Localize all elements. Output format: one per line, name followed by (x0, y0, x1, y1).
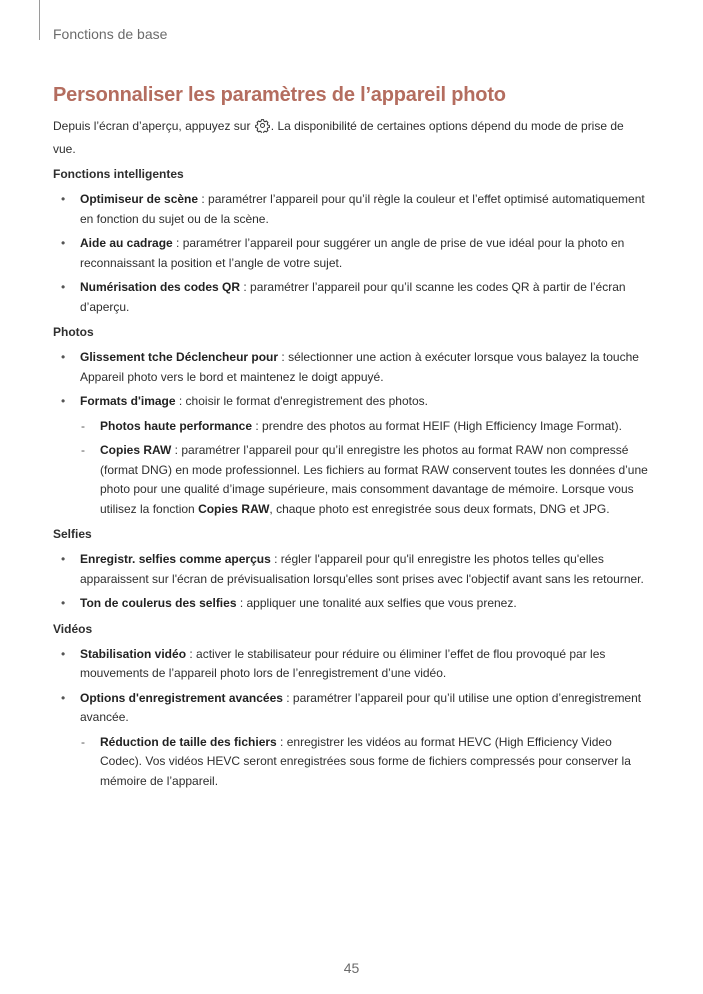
section-title-selfies: Selfies (53, 527, 92, 541)
item-desc: : choisir le format d'enregistrement des photos. (175, 394, 428, 408)
item-term: Stabilisation vidéo (80, 646, 187, 661)
dash-icon: - (81, 734, 85, 749)
list-item (53, 594, 649, 614)
bullet-icon: • (61, 394, 66, 408)
intro-paragraph (53, 116, 649, 159)
item-term: Numérisation des codes QR (80, 280, 241, 294)
item-desc: : régler l'appareil pour qu'il enregistre les photos telles qu'elles apparaissent sur l'écran de prévisualisation lorsqu'elles sont prises avec l'objectif avant sans les retourner. (80, 552, 644, 586)
section-title-smart: Fonctions intelligentes (53, 167, 184, 181)
dash-icon: - (81, 443, 85, 457)
page-title: Personnaliser les paramètres de l’appareil photo (53, 84, 506, 106)
list-item (53, 348, 649, 387)
item-desc: : appliquer une tonalité aux selfies que vous prenez. (236, 596, 517, 610)
bullet-icon: • (61, 596, 66, 610)
item-desc: : paramétrer l’appareil pour suggérer un angle de prise de vue idéal pour la photo en reconnaissant la position et l’angle de votre sujet. (80, 236, 625, 270)
item-desc: : paramétrer l’appareil pour qu’il scanne les codes QR à partir de l’écran d’aperçu. (80, 280, 626, 314)
list-item (53, 234, 649, 273)
bullet-icon: • (61, 552, 66, 566)
page-number: 45 (343, 960, 360, 976)
list-item (53, 689, 649, 728)
intro-text-after: . La disponibilité de certaines options dépend du mode de prise de vue. (53, 119, 624, 156)
selfies-list (53, 550, 649, 614)
bullet-icon: • (61, 646, 66, 661)
item-desc: : activer le stabilisateur pour réduire ou éliminer l’effet de flou provoqué par les mouvements de l’appareil photo lors de l’enregistrement d’une vidéo. (80, 646, 606, 680)
smart-list (53, 190, 649, 317)
intro-text-before: Depuis l’écran d’aperçu, appuyez sur (53, 119, 251, 133)
page-header: Fonctions de base (53, 26, 168, 42)
item-term-inline: Copies RAW (198, 501, 270, 516)
item-desc: : prendre des photos au format HEIF (High Efficiency Image Format). (252, 418, 622, 433)
sub-list-item (53, 733, 649, 792)
list-item (53, 392, 649, 412)
bullet-icon: • (61, 280, 66, 294)
item-desc: : enregistrer les vidéos au format HEVC (High Efficiency Video Codec). Vos vidéos HEVC seront enregistrées sous forme de fichiers compressés pour conserver la mémoire de l’appareil. (100, 734, 631, 788)
bullet-icon: • (61, 350, 66, 364)
list-item (53, 278, 649, 317)
section-title-videos: Vidéos (53, 621, 93, 636)
item-desc: : sélectionner une action à exécuter lorsque vous balayez la touche Appareil photo vers le bord et maintenez le doigt appuyé. (80, 350, 639, 384)
item-term: Options d'enregistrement avancées (80, 690, 283, 705)
list-item (53, 645, 649, 684)
dash-icon: - (81, 418, 85, 433)
item-term: Photos haute performance (100, 418, 253, 433)
item-term: Optimiseur de scène (80, 192, 199, 206)
item-term: Aide au cadrage (80, 236, 173, 250)
item-term: Enregistr. selfies comme aperçus (80, 552, 271, 566)
section-title-photos: Photos (53, 325, 94, 339)
item-term: Réduction de taille des fichiers (100, 734, 277, 749)
item-term: Copies RAW (100, 443, 172, 457)
item-term: Glissement tche Déclencheur pour (80, 350, 279, 364)
item-desc-end: , chaque photo est enregistrée sous deux formats, DNG et JPG. (269, 501, 610, 516)
item-desc: : paramétrer l’appareil pour qu’il règle la couleur et l’effet optimisé automatiquement en fonction du sujet ou de la scène. (80, 192, 645, 226)
settings-gear-icon (255, 118, 270, 139)
photos-list (53, 348, 649, 519)
list-item (53, 550, 649, 589)
item-desc: : paramétrer l’appareil pour qu’il utilise une option d’enregistrement avancée. (80, 690, 642, 724)
sub-list-item (53, 441, 649, 519)
bullet-icon: • (61, 690, 66, 705)
bullet-icon: • (61, 192, 66, 206)
item-term: Ton de coulerus des selfies (80, 596, 237, 610)
list-item (53, 190, 649, 229)
videos-list (53, 645, 649, 792)
item-desc: : paramétrer l’appareil pour qu’il enregistre les photos au format RAW non compressé (format DNG) en mode professionnel. Les fichiers au format RAW conservent toutes les données d’une photo pour une qualité d’image supérieure, mais consomment davantage de mémoire. Lorsque vous utilisez la fonction (100, 443, 648, 516)
margin-rule (39, 0, 40, 40)
sub-list-item (53, 417, 649, 437)
bullet-icon: • (61, 236, 66, 250)
item-term: Formats d'image (80, 394, 176, 408)
page-content (53, 84, 649, 796)
